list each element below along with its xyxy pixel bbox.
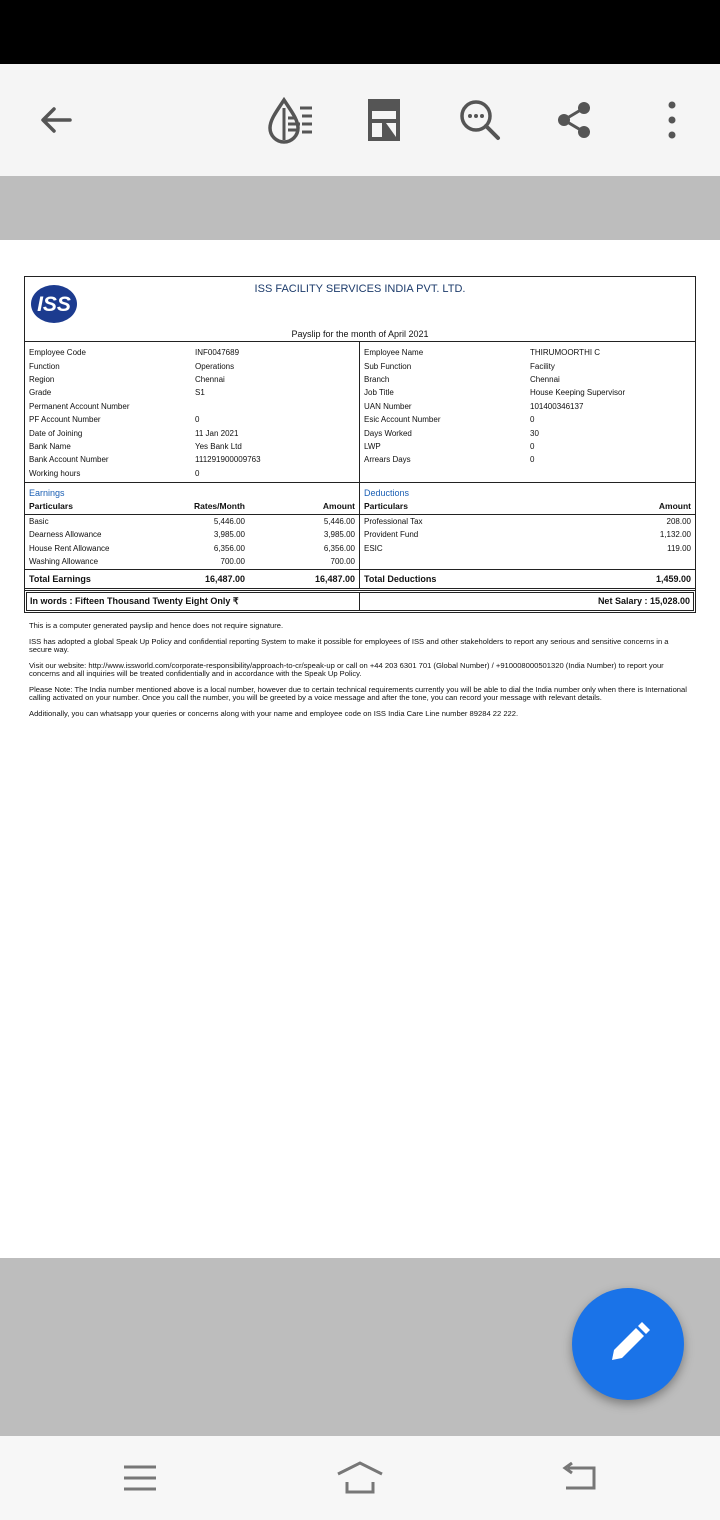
info-value: Chennai <box>195 374 225 384</box>
info-value: House Keeping Supervisor <box>530 388 626 398</box>
earning-amount: 3,985.00 <box>323 530 355 540</box>
info-row <box>364 440 691 453</box>
menu-icon <box>122 1464 158 1492</box>
employee-info-left <box>25 342 360 482</box>
arrow-back-icon <box>36 100 76 140</box>
info-label: Days Worked <box>364 428 412 438</box>
earnings-row <box>25 528 359 541</box>
deductions-section <box>360 483 695 569</box>
info-row <box>29 440 355 453</box>
search-more-icon <box>458 98 502 142</box>
total-deductions-label: Total Deductions <box>364 573 437 584</box>
info-label: Sub Function <box>364 361 412 371</box>
deductions-row <box>360 515 695 528</box>
deduction-name: Provident Fund <box>364 530 419 540</box>
info-row <box>29 453 355 466</box>
col-amount: Amount <box>322 500 355 511</box>
info-value: 101400346137 <box>530 401 584 411</box>
payslip-header <box>25 277 695 342</box>
note-paragraph: Additionally, you can whatsapp your queries or concerns along with your name and employee code on ISS India Care Line number 89284 22 222. <box>29 709 519 718</box>
info-label: Bank Account Number <box>29 455 109 465</box>
info-row <box>29 373 355 386</box>
info-row <box>364 413 691 426</box>
deduction-amount: 119.00 <box>667 543 691 553</box>
earnings-title: Earnings <box>29 487 65 498</box>
col-particulars: Particulars <box>29 500 73 511</box>
back-nav-icon <box>560 1462 600 1494</box>
info-label: Permanent Account Number <box>29 401 130 411</box>
info-value: S1 <box>195 388 205 398</box>
status-bar <box>0 0 720 64</box>
info-label: UAN Number <box>364 401 412 411</box>
info-label: Branch <box>364 374 390 384</box>
info-label: Working hours <box>29 468 81 478</box>
info-value: THIRUMOORTHI C <box>530 348 601 358</box>
earning-rate: 6,356.00 <box>213 543 245 553</box>
info-label: PF Account Number <box>29 415 101 425</box>
info-value: 11 Jan 2021 <box>195 428 239 438</box>
earning-rate: 700.00 <box>220 557 245 567</box>
page-layout-button[interactable] <box>356 92 412 148</box>
earning-name: House Rent Allowance <box>29 543 110 553</box>
home-button[interactable] <box>330 1454 390 1502</box>
employee-info-right <box>360 342 695 482</box>
deductions-title: Deductions <box>364 487 410 498</box>
svg-text:ISS: ISS <box>37 293 71 316</box>
company-name: ISS FACILITY SERVICES INDIA PVT. LTD. <box>254 283 466 295</box>
deduction-name: Professional Tax <box>364 517 423 527</box>
earnings-row <box>25 515 359 528</box>
share-button[interactable] <box>546 92 602 148</box>
home-icon <box>335 1460 385 1496</box>
info-row <box>29 400 355 413</box>
info-row <box>29 386 355 399</box>
info-row <box>364 373 691 386</box>
total-deductions-amount: 1,459.00 <box>655 573 691 584</box>
info-label: Date of Joining <box>29 428 83 438</box>
earnings-row <box>25 555 359 568</box>
note-paragraph: Please Note: The India number mentioned above is a local number, however due to certain technical requirements currently you will be able to dial the India number only when there is International calling activated on your number. Once you call the number, you will be greeted by a voice message and after the tone, you can record your message with relevant details. <box>29 685 687 702</box>
deductions-rows <box>360 515 695 569</box>
info-label: Employee Code <box>29 348 86 358</box>
earning-amount: 700.00 <box>330 557 355 567</box>
earnings-row <box>25 542 359 555</box>
info-label: Bank Name <box>29 441 71 451</box>
more-vert-icon <box>667 100 677 140</box>
info-row <box>29 359 355 372</box>
employee-info <box>25 342 695 483</box>
back-button[interactable] <box>28 92 84 148</box>
info-row <box>29 346 355 359</box>
info-row <box>364 453 691 466</box>
viewer-background <box>0 176 720 240</box>
info-row <box>29 467 355 480</box>
back-nav-button[interactable] <box>550 1454 610 1502</box>
info-value: 30 <box>530 428 539 438</box>
info-row <box>364 400 691 413</box>
info-label: Region <box>29 374 55 384</box>
info-label: Grade <box>29 388 52 398</box>
info-value: 0 <box>530 455 535 465</box>
earning-amount: 5,446.00 <box>323 517 355 527</box>
info-label: Esic Account Number <box>364 415 441 425</box>
payslip-notes <box>29 622 691 726</box>
net-salary: Net Salary : 15,028.00 <box>597 595 690 606</box>
earning-name: Basic <box>29 517 49 527</box>
note-paragraph: Visit our website: http://www.issworld.com/corporate-responsibility/approach-to-cr/speak-up or call on +44 203 6301 701 (Global Number) / +910008000501320 (India Number) to report your concerns and all inquiries will be treated confidentially and in accordance with the Speak Up Policy. <box>29 661 664 678</box>
totals-row <box>25 569 695 591</box>
amount-in-words: In words : Fifteen Thousand Twenty Eight Only ₹ <box>27 593 360 610</box>
total-earnings <box>25 570 360 588</box>
earning-name: Washing Allowance <box>29 557 99 567</box>
more-options-button[interactable] <box>644 92 700 148</box>
edit-button[interactable] <box>572 1288 684 1400</box>
payslip <box>24 276 696 613</box>
col-amount: Amount <box>658 500 691 511</box>
info-row <box>364 386 691 399</box>
info-value: Yes Bank Ltd <box>195 441 242 451</box>
deduction-amount: 1,132.00 <box>659 530 691 540</box>
deductions-row <box>360 542 695 555</box>
info-label: Job Title <box>364 388 394 398</box>
info-row <box>29 413 355 426</box>
share-icon <box>554 100 594 140</box>
info-value: Chennai <box>530 374 560 384</box>
info-label: Arrears Days <box>364 455 411 465</box>
info-value: Facility <box>530 361 555 371</box>
total-earnings-rate: 16,487.00 <box>204 573 245 584</box>
earnings-section <box>25 483 360 569</box>
deduction-amount: 208.00 <box>666 517 691 527</box>
info-value: 0 <box>195 415 200 425</box>
info-row <box>29 426 355 439</box>
info-value: 0 <box>530 441 535 451</box>
recent-apps-button[interactable] <box>110 1454 170 1502</box>
earnings-rows <box>25 515 359 569</box>
earnings-deductions <box>25 483 695 569</box>
info-value: INF0047689 <box>195 348 240 358</box>
note-paragraph: ISS has adopted a global Speak Up Policy and confidential reporting System to make it possible for employees of ISS and other stakeholders to report any serious and sensitive concerns in a secure way. <box>29 637 669 654</box>
info-value: Operations <box>195 361 235 371</box>
ink-drop-icon <box>262 94 314 146</box>
earnings-header <box>25 498 359 515</box>
info-label: Function <box>29 361 60 371</box>
info-row <box>364 346 691 359</box>
deduction-name: ESIC <box>364 543 383 553</box>
info-row <box>364 426 691 439</box>
ink-mode-button[interactable] <box>260 92 316 148</box>
deductions-row <box>360 528 695 541</box>
page-layout-icon <box>364 97 404 143</box>
viewer-toolbar <box>0 64 720 176</box>
payslip-title: Payslip for the month of April 2021 <box>291 329 429 339</box>
total-earnings-amount: 16,487.00 <box>314 573 355 584</box>
col-particulars: Particulars <box>364 500 408 511</box>
net-salary-row <box>26 592 694 611</box>
earning-amount: 6,356.00 <box>323 543 355 553</box>
total-earnings-label: Total Earnings <box>29 573 91 584</box>
earning-rate: 5,446.00 <box>213 517 245 527</box>
deductions-header <box>360 498 695 515</box>
info-label: Employee Name <box>364 348 424 358</box>
info-value: 0 <box>195 468 200 478</box>
edit-pencil-icon <box>604 1320 652 1368</box>
earning-name: Dearness Allowance <box>29 530 102 540</box>
info-label: LWP <box>364 441 381 451</box>
search-button[interactable] <box>452 92 508 148</box>
col-rates: Rates/Month <box>194 500 245 511</box>
info-row <box>364 359 691 372</box>
document-page <box>0 240 720 1258</box>
note-paragraph: This is a computer generated payslip and hence does not require signature. <box>29 621 284 630</box>
info-value: 0 <box>530 415 535 425</box>
system-nav-bar <box>0 1436 720 1520</box>
earning-rate: 3,985.00 <box>213 530 245 540</box>
total-deductions <box>360 570 695 588</box>
info-value: 111291900009763 <box>195 455 261 465</box>
